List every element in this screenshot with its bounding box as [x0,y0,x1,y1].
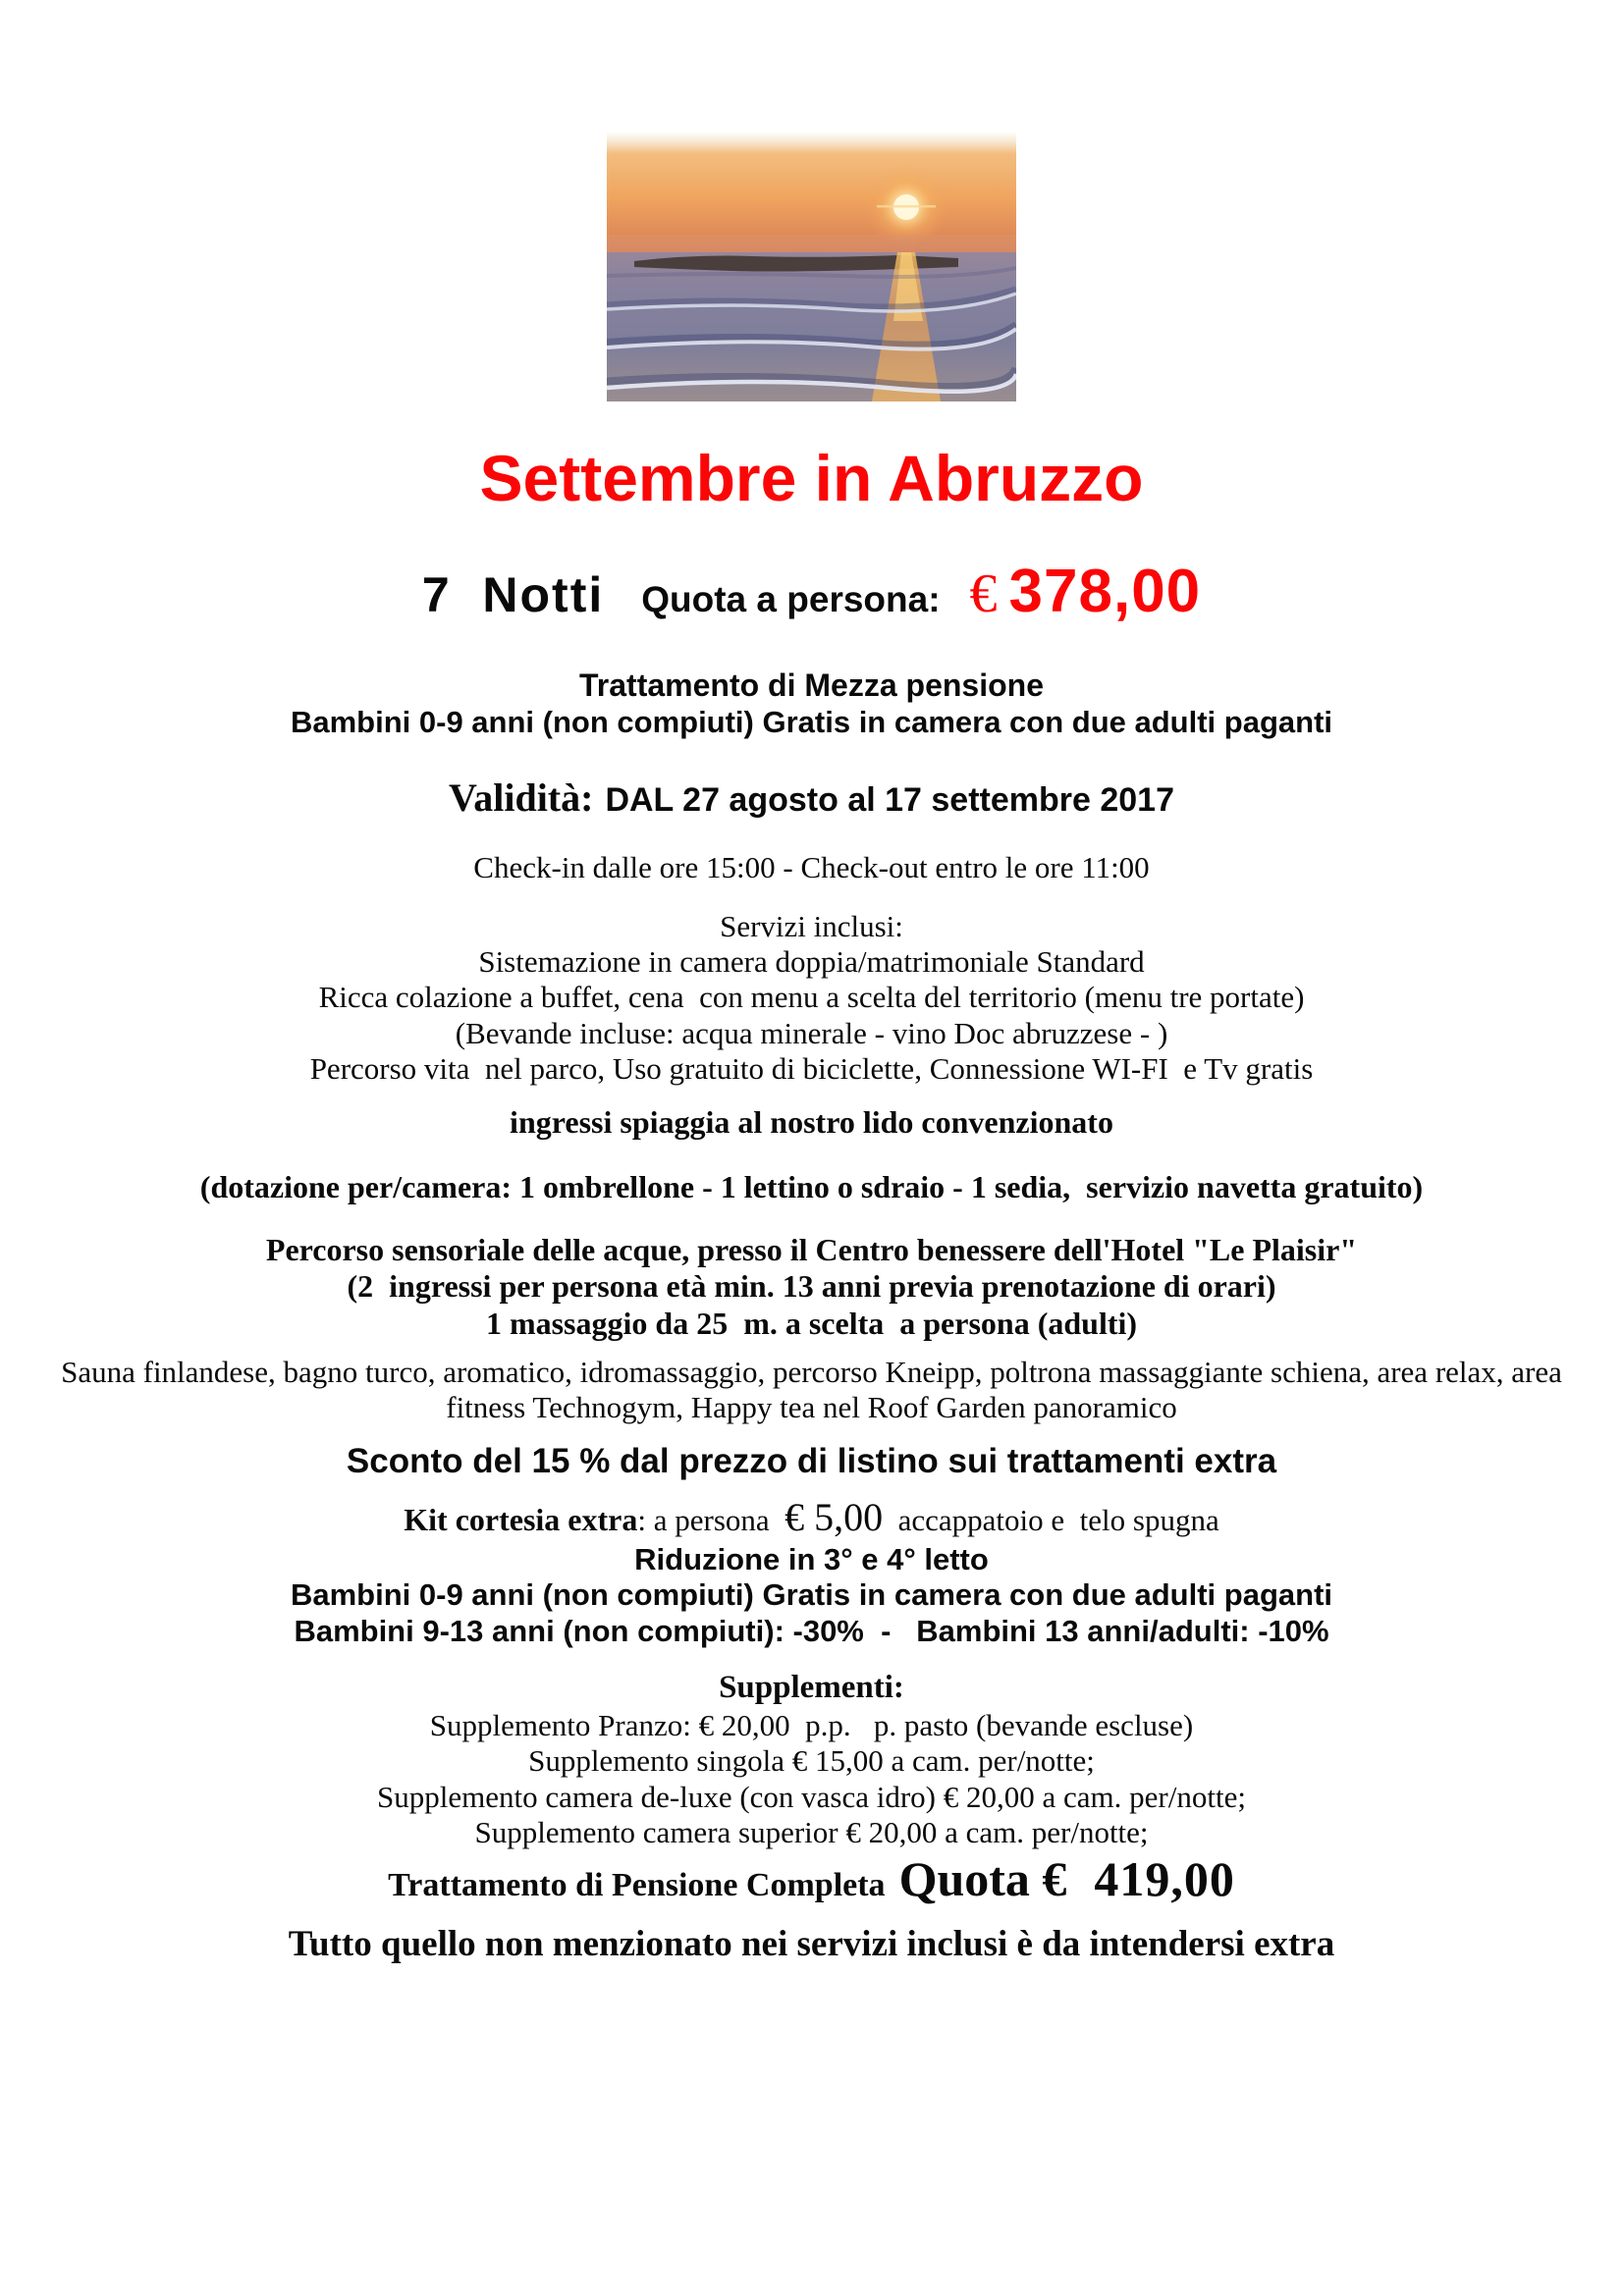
price-amount: 378,00 [1008,558,1202,626]
supplements-section [0,1669,1623,1850]
kit-post: accappatoio e telo spugna [883,1502,1219,1537]
treatment-line: Trattamento di Mezza pensione [579,667,1044,704]
reductions-section [0,1542,1623,1650]
supplement-item: Supplemento camera superior € 20,00 a cam. per/notte; [474,1814,1149,1849]
sunset-sea-photo [607,133,1016,401]
wellness-line: Percorso sensoriale delle acque, presso il Centro benessere dell'Hotel "Le Plaisir" [265,1231,1358,1267]
kit-label: Kit cortesia extra [404,1501,638,1537]
nights-text: 7 Notti [421,567,605,623]
footer-disclaimer: Tutto quello non menzionato nei servizi inclusi è da intendersi extra [288,1924,1335,1965]
validity-dates: DAL 27 agosto al 17 settembre 2017 [605,780,1174,819]
price-line [0,557,1623,626]
page-title: Settembre in Abruzzo [479,442,1144,514]
wellness-section [0,1232,1623,1343]
courtesy-kit-line [0,1494,1623,1540]
service-item: Percorso vita nel parco, Uso gratuito di biciclette, Connessione WI-FI e Tv gratis [309,1050,1314,1086]
reduction-line: Riduzione in 3° e 4° letto [634,1541,989,1576]
discount-line: Sconto del 15 % dal prezzo di listino sui trattamenti extra [346,1442,1277,1481]
beach-access-line: ingressi spiaggia al nostro lido convenzionato [510,1104,1113,1141]
euro-symbol: € [969,563,998,625]
service-item: Sistemazione in camera doppia/matrimoniale Standard [478,944,1145,980]
kit-price: € 5,00 [784,1494,884,1539]
children-free-line: Bambini 0-9 anni (non compiuti) Gratis in camera con due adulti paganti [290,704,1333,739]
included-services [0,909,1623,1087]
wellness-line: 1 massaggio da 25 m. a scelta a persona (adulti) [485,1306,1138,1342]
supplements-heading: Supplementi: [719,1670,904,1706]
full-board-quota: Quota € [898,1851,1067,1907]
beach-equipment-line: (dotazione per/camera: 1 ombrellone - 1 lettino o sdraio - 1 sedia, servizio navetta gratuito) [199,1168,1424,1204]
service-item: (Bevande incluse: acqua minerale - vino Doc abruzzese - ) [455,1015,1168,1050]
service-item: Ricca colazione a buffet, cena con menu a scelta del territorio (menu tre portate) [318,980,1305,1015]
reduction-line: Bambini 0-9 anni (non compiuti) Gratis in camera con due adulti paganti [290,1577,1333,1613]
validity-label: Validità: [449,774,594,820]
kit-pre: : a persona [637,1502,785,1537]
full-board-amount: 419,00 [1094,1851,1235,1907]
wellness-line: (2 ingressi per persona età min. 13 anni previa prenotazione di orari) [347,1268,1276,1305]
quota-label: Quota a persona: [641,579,941,620]
supplement-item: Supplemento camera de-luxe (con vasca idro) € 20,00 a cam. per/notte; [377,1779,1246,1814]
reduction-line: Bambini 9-13 anni (non compiuti): -30% - Bambini 13 anni/adulti: -10% [294,1613,1329,1648]
supplement-item: Supplemento Pranzo: € 20,00 p.p. p. pasto (bevande escluse) [429,1708,1194,1742]
services-heading: Servizi inclusi: [720,908,903,943]
full-board-line [0,1850,1623,1907]
spa-description: Sauna finlandese, bagno turco, aromatico, idromassaggio, percorso Kneipp, poltrona massaggiante schiena, area relax, area fitness Technogym, Happy tea nel Roof Garden panoramico [61,1354,1570,1425]
full-board-label: Trattamento di Pensione Completa [388,1867,886,1904]
checkin-line: Check-in dalle ore 15:00 - Check-out entro le ore 11:00 [473,849,1150,884]
validity-line [0,774,1623,821]
supplement-item: Supplemento singola € 15,00 a cam. per/notte; [528,1743,1095,1779]
